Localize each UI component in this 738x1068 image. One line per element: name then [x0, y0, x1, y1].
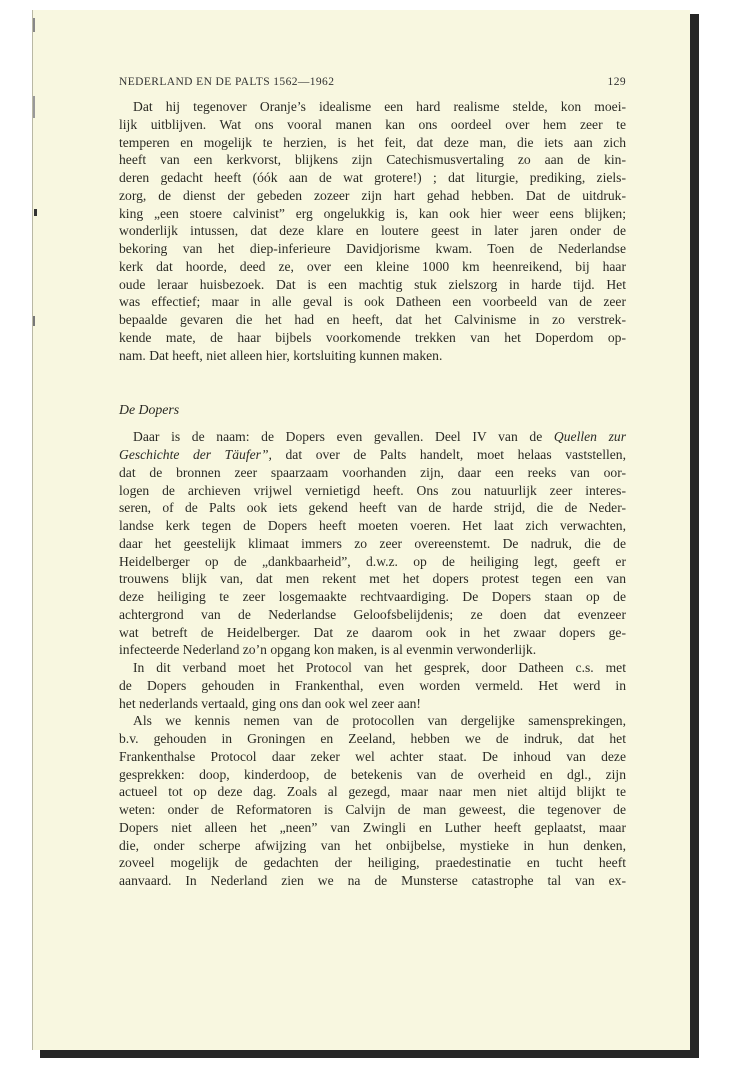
text-line: zoveel mogelijk de gedachten der heiliging, praedestinatie en tucht heeft: [119, 855, 626, 871]
text-line: kerk dat hoorde, deed ze, over een kleine 1000 km heenreikend, bij haar: [119, 258, 626, 274]
text-line: weten: onder de Reformatoren is Calvijn de man geweest, die tegenover de: [119, 802, 626, 817]
page-left-edge: [32, 10, 33, 1050]
text-line: Heidelberger op de „dankbaarheid”, d.w.z. op de heiliging legt, geeft er: [119, 553, 626, 569]
paragraph-1: [119, 98, 626, 364]
text-fragment: Daar is de naam: de Dopers even gevallen. Deel IV van de: [133, 429, 554, 445]
text-line: lijk uitblijven. Wat ons vooral manen kan ons oordeel over hem zeer te: [119, 116, 626, 132]
text-line: In dit verband moet het Protocol van het gesprek, door Datheen c.s. met: [133, 660, 626, 675]
text-line: dat de bronnen zeer spaarzaam voorhanden zijn, daar een reeks van oor-: [119, 464, 626, 480]
text-line: infecteerde Nederland zo’n opgang kon maken, is al evenmin verwonderlijk.: [119, 642, 537, 658]
section-heading: De Dopers: [119, 402, 180, 418]
running-title: NEDERLAND EN DE PALTS 1562—1962: [119, 76, 335, 88]
text-line: bekoring van het diep-inferieure Davidjorisme kwam. Toen de Nederlandse: [119, 241, 626, 256]
text-line: wat betreft de Heidelberger. Dat ze daarom ook in het zwaar dopers ge-: [119, 624, 626, 640]
text-line: oude leraar huisbezoek. Dat is een machtig stuk zielszorg in harde tijd. Het: [119, 276, 626, 292]
text-line: Frankenthalse Protocol daar zeker wel achter staat. De inhoud van deze: [119, 748, 626, 764]
text-line: b.v. gehouden in Groningen en Zeeland, hebben we de indruk, dat het: [119, 731, 626, 746]
text-line: deren gedacht heeft (óók aan de wat grotere!) ; dat liturgie, prediking, ziels-: [119, 170, 626, 185]
text-line: seren, of de Palts ook iets gekend heeft van de harde strijd, die de Neder-: [119, 500, 626, 516]
text-line: Dat hij tegenover Oranje’s idealisme een hard realisme stelde, kon moei-: [133, 99, 626, 114]
scan-mark: [33, 96, 35, 118]
text-line: Dopers niet alleen het „neen” van Zwingli en Luther heeft geplaatst, maar: [119, 819, 626, 835]
text-line: wonderlijk intussen, dat deze klare en loutere geest in later jaren onder de: [119, 223, 626, 239]
text-line: de Dopers gehouden in Frankenthal, even worden vermeld. Het werd in: [119, 677, 626, 693]
running-header: [119, 76, 626, 88]
text-line: trouwens blijk van, dat men rekent met het dopers protest tegen een van: [119, 571, 626, 587]
page-shadow-right: [690, 14, 699, 1056]
text-line: zorg, de dienst der gebeden zozeer zijn hart gehad hebben. Dat de uitdruk-: [119, 187, 626, 203]
text-line: nam. Dat heeft, niet alleen hier, kortsluiting kunnen maken.: [119, 347, 443, 363]
text-line: [119, 446, 626, 464]
text-line: logen de archieven vrijwel vernietigd heeft. Ons zou natuurlijk zeer interes-: [119, 482, 626, 498]
text-line: Als we kennis nemen van de protocollen van dergelijke samensprekingen,: [133, 713, 626, 729]
italic-title: Quellen zur: [553, 429, 626, 445]
text-line: landse kerk tegen de Dopers heeft moeten voeren. Het laat zich verwachten,: [119, 518, 626, 533]
paragraph-2: [119, 428, 626, 659]
page-shadow-bottom: [40, 1050, 699, 1058]
paragraph-4: [119, 712, 626, 890]
text-line: [119, 428, 626, 446]
text-line: bepaalde gevaren die het had en heeft, dat het Calvinisme in zo verstrek-: [119, 312, 626, 327]
text-line: king „een stoere calvinist” erg ongelukkig is, kan ook hier weer eens blijken;: [119, 205, 626, 221]
scan-mark: [33, 316, 35, 326]
italic-title: Geschichte der Täufer”,: [119, 447, 272, 462]
scan-mark: [34, 209, 37, 216]
text-line: temperen en mogelijk te herzien, is het feit, dat deze man, die iets aan zich: [119, 134, 626, 150]
text-line: die, onder scherpe afwijzing van het onbijbelse, mystieke in hun denken,: [119, 837, 626, 853]
text-line: gesprekken: doop, kinderdoop, de betekenis van de overheid en dgl., zijn: [119, 766, 626, 782]
text-line: deze heiliging te zeer losgemaakte rechtvaardiging. De Dopers staan op de: [119, 589, 626, 604]
text-line: daar het geestelijk klimaat immers zo zeer overeenstemt. De nadruk, die de: [119, 535, 626, 551]
text-line: actueel tot op deze dag. Zoals al gezegd, maar naar men niet altijd blijkt te: [119, 784, 626, 800]
text-line: het nederlands vertaald, ging ons dan ook wel zeer aan!: [119, 695, 421, 711]
text-line: was effectief; maar in alle geval is ook Datheen een voorbeeld van de zeer: [119, 294, 626, 310]
page-content: [119, 76, 626, 890]
page-number: 129: [607, 76, 626, 88]
text-line: heeft van een kerkvorst, blijkens zijn Catechismusvertaling zo aan de kin-: [119, 152, 626, 168]
text-line: achtergrond van de Nederlandse Geloofsbelijdenis; ze doen dat evenzeer: [119, 606, 626, 622]
scan-mark: [33, 18, 35, 32]
paragraph-3: [119, 659, 626, 712]
text-line: kende mate, de haar bijbels voorkomende trekken van het Doperdom op-: [119, 329, 626, 345]
text-line: aanvaard. In Nederland zien we na de Munsterse catastrophe tal van ex-: [119, 873, 626, 888]
text-fragment: dat over de Palts handelt, moet helaas vaststellen,: [271, 447, 626, 462]
